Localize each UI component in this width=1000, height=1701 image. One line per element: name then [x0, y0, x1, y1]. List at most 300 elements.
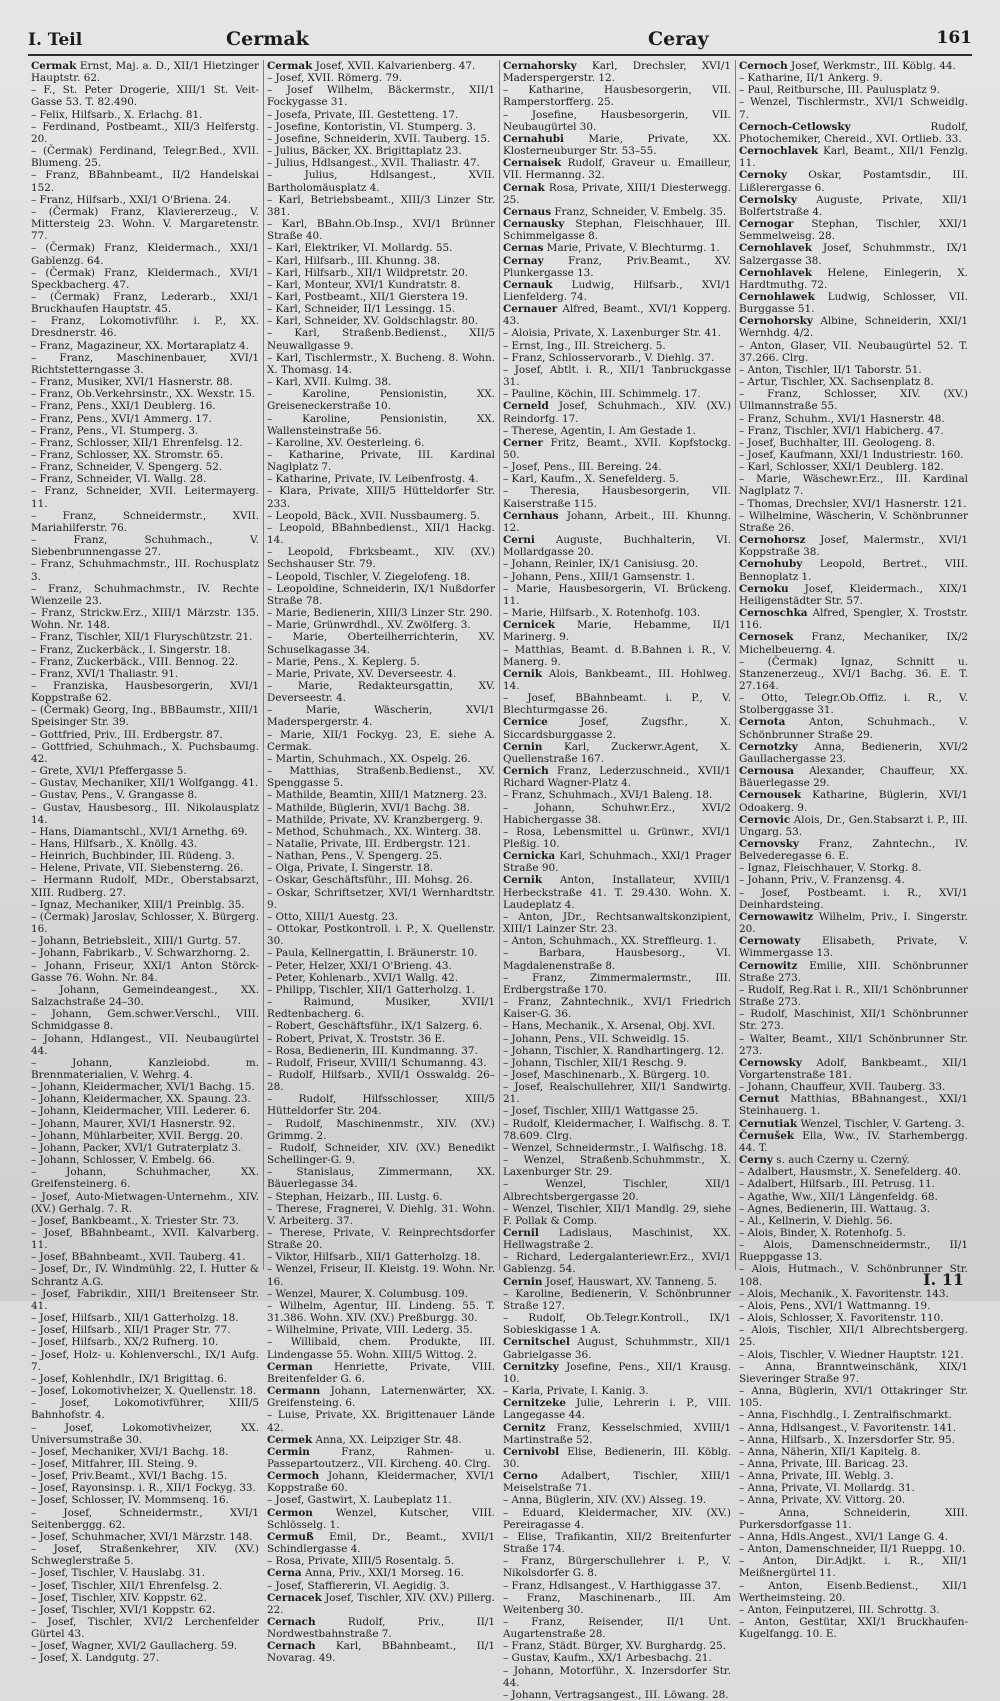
directory-entry: [31, 960, 259, 984]
entry-text: – Franz, Bürgerschullehrer i. P., V. Nikolsdorfer G. 8.: [503, 1555, 731, 1580]
directory-entry: [503, 1555, 731, 1579]
entry-text: – Josef, Hilfsarb., XX/2 Rufnerg. 10.: [31, 1336, 219, 1349]
entry-text: – Robert, Privat, X. Troststr. 36 E.: [267, 1032, 446, 1045]
directory-entry: [31, 668, 259, 680]
entry-text: – Johann, Chauffeur, XVII. Tauberg. 33.: [739, 1081, 946, 1094]
directory-entry: [739, 1494, 968, 1506]
entry-text: Rudolf, Photochemiker, Chereid., XVI. Ortlieb. 33.: [739, 120, 968, 145]
entry-text: – Method, Schuhmach., XX. Winterg. 38.: [267, 825, 482, 838]
directory-entry: [503, 1154, 731, 1178]
directory-entry: [503, 1142, 731, 1154]
entry-text: – Franz, XVI/1 Thaliastr. 91.: [31, 667, 179, 680]
entry-text: – Josef, Pens., III. Bereing. 24.: [503, 461, 662, 474]
entry-text: – Karl, Schneider, II/1 Lessingg. 15.: [267, 303, 456, 316]
entry-text: – Josef, Realschullehrer, XII/1 Sandwirtg. 21.: [503, 1081, 731, 1106]
directory-entry: [267, 315, 495, 327]
entry-text: Auguste, Buchhalterin, VI. Mollardgasse 20.: [503, 534, 731, 559]
directory-entry: [31, 1312, 259, 1324]
entry-text: – Alois, Schlosser, X. Favoritenstr. 110.: [739, 1312, 944, 1325]
entry-text: – Robert, Geschäftsführ., IX/1 Salzerg. 6.: [267, 1020, 483, 1033]
entry-text: Alois, Bankbeamt., III. Hohlweg. 14.: [503, 667, 731, 692]
entry-text: – Franz, Schneider, VI. Wallg. 28.: [31, 473, 207, 486]
directory-entry: [503, 1494, 731, 1506]
entry-text: s. auch Czerny u. Czerný.: [772, 1154, 910, 1167]
entry-surname: Černušek: [739, 1129, 795, 1142]
entry-text: – Marie, Hausbesorgerin, VI. Brückeng. 11.: [503, 582, 731, 607]
entry-text: – Oskar, Geschäftsführ., III. Mohsg. 26.: [267, 874, 473, 887]
entry-text: – Alois, Binder, X. Rotenhofg. 5.: [739, 1227, 906, 1239]
entry-text: Josef, Malermstr., XVI/1 Koppstraße 38.: [739, 534, 968, 559]
directory-entry: [267, 485, 495, 509]
directory-entry: [31, 1397, 259, 1421]
directory-entry: [31, 680, 259, 704]
directory-entry: [739, 887, 968, 911]
entry-text: – Gottfried, Schuhmach., X. Puchsbaumg. 42.: [31, 740, 259, 765]
entry-text: – Karl, Monteur, XVI/1 Kundratstr. 8.: [267, 278, 461, 291]
directory-entry: [503, 157, 731, 181]
directory-entry: [31, 1336, 259, 1348]
directory-entry: [503, 461, 731, 473]
directory-entry: [31, 729, 259, 741]
entry-text: – Therese, Agentin, I. Am Gestade 1.: [503, 424, 696, 437]
entry-surname: Cerneld: [503, 400, 549, 413]
entry-text: – Johann, Schuhwr.Erz., XVI/2 Habichergasse 38.: [503, 801, 731, 826]
directory-entry: [31, 1263, 259, 1287]
entry-text: – Wenzel, Maurer, X. Columbusg. 109.: [267, 1287, 468, 1300]
entry-surname: Cernahubi: [503, 132, 564, 145]
directory-entry: [739, 1227, 968, 1239]
directory-entry: [267, 1033, 495, 1045]
entry-surname: Cernaisek: [503, 157, 562, 170]
directory-entry: [267, 267, 495, 279]
entry-text: – Anna, Büglerin, XIV. (XV.) Alsseg. 19.: [503, 1494, 707, 1507]
entry-text: – Josef, BBahnbeamt., XVII. Tauberg. 41.: [31, 1251, 246, 1264]
directory-entry: [503, 1446, 731, 1470]
entry-text: Franz, Kesselschmied, XVIII/1 Martinstraße 52.: [503, 1421, 731, 1446]
entry-text: – Barbara, Hausbesorg., VI. Magdalenenstraße 8.: [503, 947, 731, 972]
directory-entry: [503, 607, 731, 619]
entry-surname: Cernowaty: [739, 935, 801, 948]
directory-entry: [739, 1604, 968, 1616]
entry-text: – Rudolf, Kleidermacher, I. Walfischg. 8. T. 78.609. Clrg.: [503, 1117, 731, 1142]
directory-entry: [267, 765, 495, 789]
entry-surname: Cernitzeke: [503, 1397, 566, 1410]
directory-entry: [503, 619, 731, 643]
directory-entry: [503, 692, 731, 716]
directory-entry: [739, 1288, 968, 1300]
entry-text: – F., St. Peter Drogerie, XIII/1 St. Veit-Gasse 53. T. 82.490.: [31, 84, 259, 109]
directory-entry: [267, 996, 495, 1020]
entry-text: – Natalie, Private, III. Erdbergstr. 121.: [267, 838, 471, 850]
entry-surname: Cernauer: [503, 303, 558, 316]
entry-text: – Johann, Gem.schwer.Verschl., VIII. Schmidgasse 8.: [31, 1008, 259, 1033]
entry-text: – Josef, Maschinenarb., X. Bürgerg. 10.: [503, 1068, 710, 1081]
entry-text: – Johann, Kleidermacher, XX. Spaung. 23.: [31, 1093, 251, 1106]
entry-text: Franz, Rahmen- u. Passepartoutzerz., VII. Kircheng. 40. Clrg.: [267, 1445, 495, 1470]
entry-text: – Alois, Mechanik., X. Favoritenstr. 143.: [739, 1287, 949, 1300]
directory-entry: [739, 364, 968, 376]
directory-entry: [31, 449, 259, 461]
entry-text: – Richard, Ledergalanteriewr.Erz., XVI/1 Gablenzg. 54.: [503, 1251, 731, 1276]
directory-entry: [31, 1652, 259, 1664]
directory-entry: [739, 72, 968, 84]
entry-text: Stephan, Fleischhauer, III. Schimmelgasse 8.: [503, 218, 731, 243]
entry-text: – Franz, Schlosser, XIV. (XV.) Ullmannstraße 55.: [739, 388, 968, 413]
directory-entry: [503, 340, 731, 352]
entry-text: – Josef Wilhelm, Bäckermstr., XII/1 Fockygasse 31.: [267, 84, 495, 109]
right-guide-word: Ceray: [648, 28, 709, 50]
directory-entry: [31, 84, 259, 108]
directory-entry: [503, 765, 731, 789]
entry-text: – Rudolf, Reg.Rat i. R., XII/1 Schönbrunner Straße 273.: [739, 983, 968, 1009]
directory-entry: [267, 1324, 495, 1336]
directory-entry: [503, 1336, 731, 1360]
directory-entry: [503, 485, 731, 509]
directory-entry: [739, 1531, 968, 1543]
entry-text: – Franz, Schuhm., XVI/1 Hasnerstr. 48.: [739, 412, 945, 425]
directory-entry: [31, 388, 259, 400]
directory-entry: [739, 1324, 968, 1348]
entry-text: – Josef, Tischler, XII/1 Ehrenfelsg. 2.: [31, 1579, 223, 1592]
directory-entry: [739, 814, 968, 838]
entry-surname: Cermon: [267, 1506, 313, 1519]
directory-entry: [503, 1385, 731, 1397]
entry-text: Josef, Schuhmach., XIV. (XV.) Reindorfg. 17.: [503, 400, 731, 425]
directory-entry: [503, 1592, 731, 1616]
entry-text: – Anna, Private, III. Baricag. 23.: [739, 1457, 909, 1470]
directory-entry: [503, 473, 731, 485]
directory-entry: [739, 194, 968, 218]
directory-entry: [739, 340, 968, 364]
directory-entry: [31, 60, 259, 84]
directory-entry: [31, 1385, 259, 1397]
directory-entry: [31, 376, 259, 388]
entry-surname: Cernil: [503, 1227, 539, 1239]
directory-entry: [503, 303, 731, 327]
entry-text: – Alois, Tischler, V. Wiedner Hauptstr. 121.: [739, 1348, 964, 1361]
entry-surname: Cerna: [267, 1567, 302, 1580]
entry-surname: Cernochlavek: [739, 145, 819, 158]
directory-entry: [503, 109, 731, 133]
directory-entry: [31, 291, 259, 315]
entry-text: – Josef, Priv.Beamt., XVI/1 Bachg. 15.: [31, 1470, 228, 1483]
entry-text: – Franz, Schneider, V. Spengerg. 52.: [31, 461, 223, 474]
entry-text: – Franz, Lokomotivführ. i. P., XX. Dresdnerstr. 46.: [31, 315, 259, 340]
entry-text: – Wilhelm, Agentur, III. Lindeng. 55. T. 31.386. Wohn. XIV. (XV.) Preßburgg. 30.: [267, 1299, 495, 1325]
directory-entry: [267, 449, 495, 473]
directory-entry: [503, 1045, 731, 1057]
entry-text: – Ignaz, Mechaniker, XIII/1 Preinblg. 35.: [31, 898, 245, 911]
directory-entry: [739, 84, 968, 96]
directory-entry: [267, 1227, 495, 1251]
entry-text: – Marie, Grünwrdhdl., XV. Zwölferg. 3.: [267, 619, 471, 632]
directory-entry: [267, 972, 495, 984]
directory-entry: [31, 1166, 259, 1190]
directory-entry: [739, 1349, 968, 1361]
entry-text: – Josefine, Kontoristin, VI. Stumperg. 3.: [267, 120, 477, 133]
entry-text: – Rudolf, Hilfsarb., XVII/1 Osswaldg. 26–28.: [267, 1068, 495, 1094]
entry-text: – Ferdinand, Postbeamt., XII/3 Helferstg. 20.: [31, 120, 259, 145]
entry-text: Karl, Drechsler, XVI/1 Maderspergerstr. 12.: [503, 60, 731, 85]
directory-entry: [31, 1482, 259, 1494]
entry-text: – Adalbert, Hilfsarb., III. Petrusg. 11.: [739, 1178, 935, 1191]
entry-text: Henriette, Private, VIII. Breitenfelder G. 6.: [267, 1360, 495, 1385]
entry-text: Ernst, Maj. a. D., XII/1 Hietzinger Hauptstr. 62.: [31, 60, 259, 85]
directory-entry: [739, 291, 968, 315]
directory-entry: [31, 656, 259, 668]
entry-text: – Katharine, Private, III. Kardinal Naglplatz 7.: [267, 449, 495, 474]
entry-text: – Marie, Wäscherin, XVI/1 Maderspergerstr. 4.: [267, 704, 495, 729]
entry-text: Karl, Schuhmach., XXI/1 Prager Straße 90.: [503, 850, 731, 875]
directory-entry: [267, 413, 495, 437]
directory-entry: [31, 1324, 259, 1336]
entry-text: – Franz, Pens., XXI/1 Deublerg. 16.: [31, 400, 216, 413]
entry-surname: Cernousek: [739, 789, 802, 802]
directory-entry: [503, 1276, 731, 1288]
directory-entry: [31, 1142, 259, 1154]
entry-text: – Leopold, Fbrksbeamt., XIV. (XV.) Sechshauser Str. 79.: [267, 546, 495, 571]
directory-entry: [267, 109, 495, 121]
directory-entry: [503, 1081, 731, 1105]
entry-text: – Johann, Schlosser, V. Embelg. 66.: [31, 1154, 215, 1167]
entry-text: – Agathe, Ww., XII/1 Längenfeldg. 68.: [739, 1190, 938, 1203]
directory-entry: [31, 413, 259, 425]
directory-entry: [31, 741, 259, 765]
directory-entry: [31, 874, 259, 898]
directory-entry: [739, 1507, 968, 1531]
directory-entry: [31, 1446, 259, 1458]
directory-entry: [739, 242, 968, 266]
directory-entry: [267, 1142, 495, 1166]
directory-entry: [267, 1580, 495, 1592]
entry-surname: Cernosek: [739, 631, 794, 644]
entry-text: – Johann, Vertragsangest., III. Löwang. 28.: [503, 1688, 729, 1701]
entry-text: – Leopold, BBahnbedienst., XII/1 Hackg. 14.: [267, 521, 495, 547]
entry-text: – Josef, Schuhmacher, XVI/1 Märzstr. 148.: [31, 1530, 253, 1543]
directory-entry: [31, 1531, 259, 1543]
directory-entry: [739, 534, 968, 558]
entry-text: Elisabeth, Private, V. Wimmergasse 13.: [739, 935, 968, 960]
directory-entry: [739, 984, 968, 1008]
entry-text: – Franz, Schuhmach., V. Siebenbrunnengasse 27.: [31, 534, 259, 559]
entry-text: – Karl, Tischlermstr., X. Bucheng. 8. Wohn. X. Thomasg. 14.: [267, 351, 495, 376]
directory-entry: [739, 1470, 968, 1482]
entry-text: – Marie, Hilfsarb., X. Rotenhofg. 103.: [503, 607, 701, 620]
entry-surname: Cerman: [267, 1360, 313, 1373]
directory-entry: [267, 1263, 495, 1287]
entry-text: Marie, Hebamme, II/1 Marinerg. 9.: [503, 619, 731, 644]
directory-entry: [739, 765, 968, 789]
directory-entry: [503, 802, 731, 826]
directory-entry: [31, 1349, 259, 1373]
entry-text: Alois, Dr., Gen.Stabsarzt i. P., III. Ungarg. 53.: [739, 813, 968, 838]
entry-text: – Anna, Näherin, XII/1 Kapitelg. 8.: [739, 1445, 921, 1458]
entry-text: Ludwig, Hilfsarb., XVI/1 Lienfelderg. 74.: [503, 278, 731, 303]
entry-surname: Cermin: [267, 1445, 310, 1458]
entry-surname: Cermak: [31, 60, 77, 72]
entry-text: Josef, Werkmstr., III. Köblg. 44.: [787, 60, 956, 72]
entry-surname: Cernicka: [503, 850, 556, 863]
directory-entry: [739, 1361, 968, 1385]
directory-entry: [739, 583, 968, 607]
directory-entry: [267, 874, 495, 886]
entry-text: – Anna, Büglerin, XVI/1 Ottakringer Str. 105.: [739, 1385, 968, 1410]
entry-text: – Josef, Lokomotivheizer, XX. Universumstraße 30.: [31, 1421, 259, 1446]
entry-surname: Cernota: [739, 716, 786, 729]
directory-entry: [31, 437, 259, 449]
directory-entry: [31, 1616, 259, 1640]
directory-entry: [503, 558, 731, 570]
directory-entry: [31, 583, 259, 607]
directory-entry: [267, 911, 495, 923]
directory-entry: [739, 1446, 968, 1458]
directory-entry: [267, 729, 495, 753]
entry-text: – Anna, Private, VI. Mollardg. 31.: [739, 1482, 915, 1495]
directory-entry: [739, 388, 968, 412]
entry-text: – Josef, Holz- u. Kohlenverschl., IX/1 Aufg. 7.: [31, 1348, 259, 1373]
entry-text: – (Čermak) Jaroslav, Schlosser, X. Bürgerg. 16.: [31, 910, 259, 936]
entry-surname: Cernicek: [503, 619, 555, 632]
entry-text: – Karoline, Pensionistin, XX. Wallensteinstraße 56.: [267, 412, 495, 437]
directory-entry: [267, 1288, 495, 1300]
directory-entry: [739, 267, 968, 291]
directory-entry: [739, 60, 968, 72]
entry-text: – Rudolf, Hilfsschlosser, XIII/5 Hütteldorfer Str. 204.: [267, 1093, 495, 1118]
entry-surname: Cernovsky: [739, 838, 799, 850]
entry-text: – Luise, Private, XX. Brigittenauer Lände 42.: [267, 1409, 495, 1434]
directory-entry: [267, 947, 495, 959]
directory-entry: [31, 1288, 259, 1312]
entry-text: – Rosa, Bedienerin, III. Kundmanng. 37.: [267, 1044, 478, 1057]
directory-entry: [503, 1640, 731, 1652]
directory-entry: [503, 1288, 731, 1312]
entry-text: – Stanislaus, Zimmermann, XX. Bäuerlegasse 34.: [267, 1166, 495, 1191]
entry-text: – Karoline, Bedienerin, V. Schönbrunner Straße 127.: [503, 1287, 731, 1312]
directory-entry: [31, 644, 259, 656]
directory-entry: [503, 644, 731, 668]
directory-entry: [267, 352, 495, 376]
directory-entry: [739, 911, 968, 935]
directory-entry: [31, 704, 259, 728]
entry-text: – Thomas, Drechsler, XVI/1 Hasnerstr. 121.: [739, 497, 967, 510]
directory-entry: [739, 145, 968, 169]
directory-entry: [503, 1689, 731, 1701]
directory-entry: [31, 789, 259, 801]
directory-entry: [267, 388, 495, 412]
entry-text: – Wilhelmine, Wäscherin, V. Schönbrunner Straße 26.: [739, 509, 968, 534]
entry-text: – Klara, Private, XIII/5 Hütteldorfer Str. 233.: [267, 485, 495, 510]
entry-text: – Josef, Gastwirt, X. Laubeplatz 11.: [267, 1494, 452, 1507]
entry-text: – Alois, Hutmach., V. Schönbrunner Str. 108.: [739, 1263, 968, 1288]
entry-text: – Philipp, Tischler, XII/1 Gatterholzg. 1.: [267, 983, 475, 996]
directory-entry: [503, 935, 731, 947]
entry-text: Alfred, Beamt., XVI/1 Kopperg. 43.: [503, 303, 731, 328]
directory-entry: [31, 473, 259, 485]
directory-entry: [31, 1033, 259, 1057]
entry-surname: Cernin: [503, 740, 543, 753]
entry-text: – Anna, Private, XV. Vittorg. 20.: [739, 1494, 906, 1507]
entry-text: – Stephan, Heizarb., III. Lustg. 6.: [267, 1190, 443, 1203]
entry-surname: Cernotzky: [739, 740, 798, 753]
directory-entry: [503, 60, 731, 84]
directory-entry: [739, 1215, 968, 1227]
entry-text: – Johann, Gemeindeangest., XX. Salzachstraße 24–30.: [31, 983, 259, 1009]
entry-text: – Wenzel, Tischler, XII/1 Mandlg. 29, siehe F. Pollak & Comp.: [503, 1202, 731, 1227]
entry-text: – Julius, Bäcker, XX. Brigittaplatz 23.: [267, 145, 462, 158]
directory-entry: [31, 862, 259, 874]
entry-text: Josef, Schuhmmstr., IX/1 Salzergasse 38.: [739, 242, 968, 267]
directory-entry: [267, 753, 495, 765]
entry-surname: Cernas: [503, 242, 544, 255]
entry-text: – Johann, Hdlangest., VII. Neubaugürtel 44.: [31, 1032, 259, 1057]
entry-text: – Johann, Reinler, IX/1 Canisiusg. 20.: [503, 558, 699, 571]
directory-entry: [31, 777, 259, 789]
directory-entry: [739, 960, 968, 984]
entry-text: – Anna, Hdls.Angest., XVI/1 Lange G. 4.: [739, 1530, 949, 1543]
entry-text: – Gustav, Kaufm., XX/1 Arbesbachg. 21.: [503, 1652, 712, 1665]
directory-entry: [267, 145, 495, 157]
directory-entry: [31, 510, 259, 534]
directory-entry: [31, 1081, 259, 1093]
directory-entry: [31, 850, 259, 862]
directory-entry: [267, 1616, 495, 1640]
entry-surname: Cernogar: [739, 218, 794, 231]
entry-text: – Anton, Tischler, II/1 Taborstr. 51.: [739, 363, 922, 376]
entry-text: – Therese, Fragnerei, V. Diehlg. 31. Wohn. V. Arbeiterg. 37.: [267, 1202, 495, 1227]
directory-entry: [739, 1409, 968, 1421]
directory-entry: [503, 571, 731, 583]
directory-entry: [739, 874, 968, 886]
directory-entry: [31, 947, 259, 959]
directory-entry: [267, 1045, 495, 1057]
directory-entry: [503, 1397, 731, 1421]
entry-text: – Heinrich, Buchbinder, III. Rüdeng. 3.: [31, 850, 235, 863]
entry-text: – Anton, Dir.Adjkt. i. R., XII/1 Meißnergürtel 11.: [739, 1555, 968, 1580]
entry-surname: Cernoky: [739, 169, 788, 182]
directory-entry: [739, 315, 968, 339]
entry-text: – Wenzel, Straßenb.Schuhmmstr., X. Laxenburger Str. 29.: [503, 1154, 731, 1179]
entry-text: – Franziska, Hausbesorgerin, XVI/1 Koppstraße 62.: [31, 679, 259, 705]
directory-entry: [503, 133, 731, 157]
entry-surname: Cernovic: [739, 813, 791, 826]
entry-text: – Franz, Schlosservorarb., V. Diehlg. 37.: [503, 351, 715, 364]
entry-text: – Josef, BBahnbeamt. i. P., V. Blechturmgasse 26.: [503, 692, 731, 717]
entry-text: – Johann, Fabrikarb., V. Schwarzhorng. 2.: [31, 947, 250, 960]
entry-text: – Anna, Hdlsangest., V. Favoritenstr. 141.: [739, 1421, 957, 1434]
directory-entry: [739, 1555, 968, 1579]
directory-entry: [503, 364, 731, 388]
entry-surname: Cernolsky: [739, 193, 797, 206]
directory-entry: [739, 449, 968, 461]
directory-entry: [267, 1020, 495, 1032]
entry-text: – Wenzel, Schneidermstr., I. Walfischg. 18.: [503, 1141, 727, 1154]
entry-text: Josef, Hauswart, XV. Tanneng. 5.: [542, 1275, 718, 1288]
entry-text: – Anton, JDr., Rechtsanwaltskonzipient, XIII/1 Lainzer Str. 23.: [503, 910, 731, 936]
header-rule: [28, 54, 972, 56]
directory-entry: [31, 1105, 259, 1117]
entry-text: – Josef, Hilfsarb., XII/1 Prager Str. 77.: [31, 1324, 231, 1337]
directory-entry: [503, 1057, 731, 1069]
directory-entry: [503, 874, 731, 910]
entry-text: – Josef, Dr., IV. Windmühlg. 22, I. Hutter & Schrantz A.G.: [31, 1263, 259, 1288]
directory-entry: [31, 1567, 259, 1579]
entry-text: – Johann, Tischler, X. Randhartingerg. 12.: [503, 1044, 724, 1057]
entry-surname: Cernice: [503, 716, 548, 729]
entry-text: – Anton, Eisenb.Bedienst., XII/1 Wertheimsteing. 20.: [739, 1579, 968, 1604]
directory-entry: [503, 534, 731, 558]
directory-entry: [503, 716, 731, 740]
entry-text: Johann, Kleidermacher, XVI/1 Koppstraße 60.: [267, 1470, 495, 1495]
